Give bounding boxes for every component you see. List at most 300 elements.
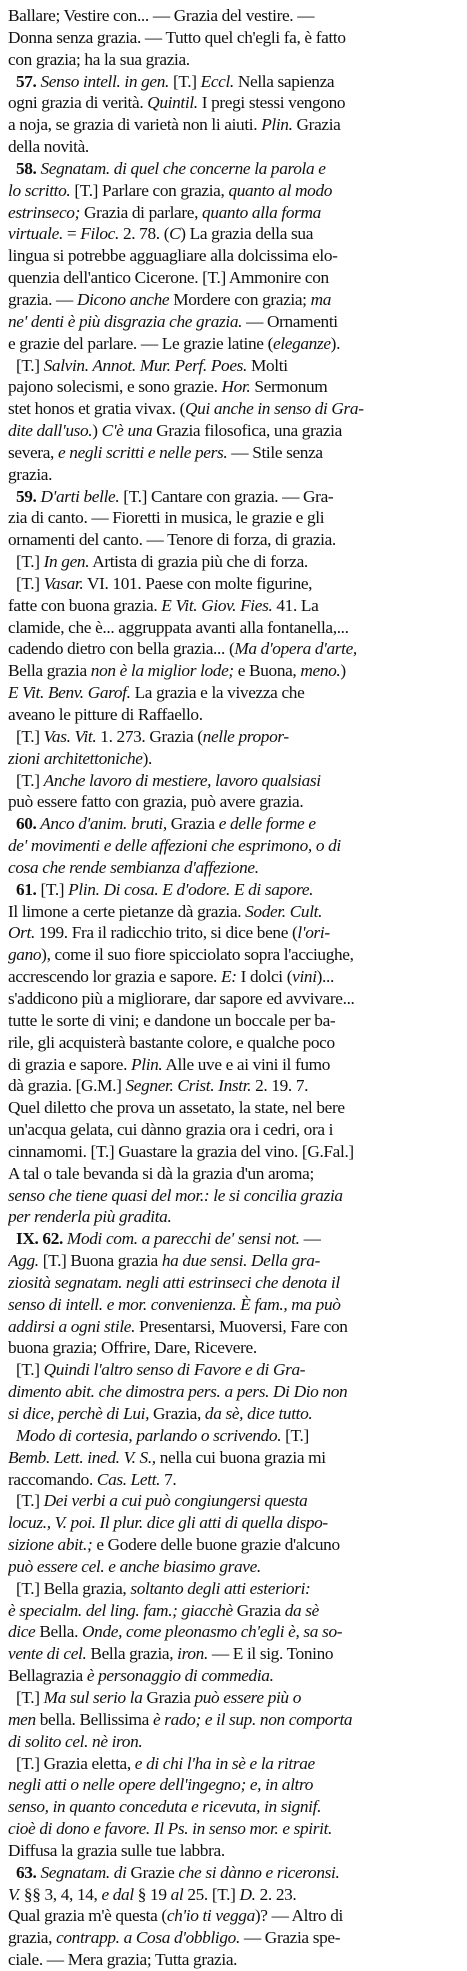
section-number: 57.: [15, 71, 37, 91]
text-run: [T.]: [8, 1360, 44, 1380]
text-run: ma: [310, 289, 332, 309]
text-run: [T.]: [281, 1425, 309, 1445]
text-run: Agg.: [8, 1251, 39, 1271]
text-run: zioni architettoniche: [8, 748, 143, 768]
text-run: [8, 880, 16, 899]
text-run: locuz., V. poi. Il plur. dice gli atti di quella dispo-: [8, 1513, 328, 1533]
text-line: [8, 507, 459, 529]
text-run: Bemb. Lett. ined. V. S.,: [8, 1447, 156, 1467]
text-line: [8, 1687, 459, 1709]
text-line: [8, 1054, 459, 1076]
text-line: [8, 1643, 459, 1665]
text-line: [8, 1294, 459, 1316]
text-run: §§ 3, 4, 14,: [19, 1884, 102, 1904]
text-line: [8, 1665, 459, 1687]
text-run: severa,: [8, 442, 58, 462]
text-run: [8, 487, 16, 506]
text-line: [8, 1250, 459, 1272]
text-run: [8, 72, 16, 91]
text-line: [8, 376, 459, 398]
text-line: [8, 770, 459, 792]
text-line: [8, 1731, 459, 1753]
text-run: Onde, come pleonasmo ch'egli è, sa so-: [82, 1622, 343, 1642]
text-run: Grazia,: [149, 1404, 205, 1423]
text-run: Qui anche in senso di Gra-: [185, 399, 364, 419]
text-run: dice: [8, 1622, 36, 1642]
text-line: [8, 311, 459, 333]
text-run: cadendo dietro con bella grazia... (: [8, 639, 235, 659]
text-run: Segner. Crist. Instr.: [125, 1076, 252, 1096]
text-run: — E il sig. Tonino: [207, 1644, 334, 1664]
text-run: grazia. —: [8, 289, 77, 309]
text-run: Modo di cortesia, parlando o scrivendo.: [8, 1425, 282, 1445]
text-run: grazia.: [8, 464, 53, 484]
text-line: [8, 1753, 459, 1775]
text-run: soltanto degli atti esteriori:: [130, 1578, 311, 1598]
text-line: [8, 27, 459, 49]
text-run: men: [8, 1709, 36, 1729]
text-run: quanto alla forma: [202, 202, 321, 222]
text-line: [8, 398, 459, 420]
text-run: 1. 273. Grazia (: [96, 726, 203, 746]
text-run: Ma sul serio la: [43, 1687, 143, 1707]
text-run: Soder. Cult.: [245, 901, 323, 921]
text-run: Grazia filosofica, una grazia: [152, 421, 342, 441]
text-run: [T.] Cantare con grazia. — Gra-: [119, 486, 334, 506]
text-run: C: [169, 224, 181, 244]
text-run: de' movimenti e delle affezioni che esprimono, o di: [8, 836, 341, 856]
text-run: l'ori-: [297, 923, 330, 943]
text-line: [8, 1796, 459, 1818]
text-run: [T.]: [8, 552, 44, 572]
text-run: per renderla più gradita.: [8, 1207, 172, 1227]
text-run: tutte le sorte di vini; e dandone un boccale per ba-: [8, 1010, 336, 1030]
text-line: [8, 1840, 459, 1862]
text-run: =: [62, 224, 81, 244]
text-run: quanto al modo: [228, 180, 333, 200]
text-line: [8, 1818, 459, 1840]
text-run: [T.]: [8, 1687, 44, 1707]
text-run: virtuale.: [8, 224, 63, 244]
text-run: ogni grazia di verità.: [8, 93, 148, 113]
text-run: dimento abit. che dimostra pers. a pers. Di Dio non: [8, 1382, 348, 1402]
text-run: In gen.: [43, 552, 90, 572]
text-line: [8, 1272, 459, 1294]
text-run: ciale. — Mera grazia; Tutta grazia.: [8, 1950, 238, 1970]
text-line: [8, 1075, 459, 1097]
text-run: senso di intell. e mor. convenienza. È fam., ma può: [8, 1294, 341, 1314]
text-run: è rado; e il sup. non comporta: [152, 1709, 353, 1729]
text-run: cinnamomi. [T.] Guastare la grazia del vino. [G.Fal.]: [8, 1141, 354, 1161]
text-run: zia di canto. — Fioretti in musica, le grazie e gli: [8, 508, 325, 528]
text-line: [8, 944, 459, 966]
text-run: Plin.: [131, 1054, 163, 1074]
text-run: Ma d'opera d'arte,: [234, 639, 357, 659]
text-run: ha due sensi. Della gra-: [161, 1251, 320, 1271]
text-run: Bella grazia: [8, 661, 91, 681]
text-line: [8, 1578, 459, 1600]
text-line: [8, 901, 459, 923]
section-number: 59.: [15, 486, 37, 506]
text-run: [8, 814, 16, 833]
text-run: pajono solecismi, e sono grazie.: [8, 377, 222, 397]
text-run: [8, 1229, 16, 1248]
text-run: Anche lavoro di mestiere, lavoro qualsiasi: [43, 770, 321, 790]
section-number: 58.: [15, 158, 37, 178]
text-line: [8, 245, 459, 267]
text-run: Grazia: [232, 1600, 285, 1620]
text-line: [8, 1032, 459, 1054]
text-run: [T.]: [8, 1491, 44, 1511]
text-run: addirsi a ogni stile.: [8, 1316, 136, 1336]
text-run: ne' denti è più disgrazia che grazia.: [8, 311, 243, 331]
text-line: [8, 289, 459, 311]
text-run: )...: [316, 967, 334, 987]
text-line: [8, 5, 459, 27]
text-run: grazia,: [8, 1928, 57, 1948]
text-run: stet honos et gratia vivax. (: [8, 399, 186, 419]
text-run: rile, gli acquisterà bastante colore, e qualche poco: [8, 1032, 335, 1052]
text-run: Grazia di parlare,: [79, 202, 203, 222]
text-run: Il limone a certe pietanze dà grazia.: [8, 901, 246, 921]
text-run: e dal: [101, 1884, 134, 1904]
text-run: A tal o tale bevanda si dà la grazia d'un aroma;: [8, 1163, 314, 1183]
text-line: [8, 682, 459, 704]
text-line: [8, 726, 459, 748]
text-run: Alle uve e ai vini il fumo: [162, 1054, 331, 1074]
text-run: Senso intell. in gen.: [36, 71, 169, 91]
text-run: [T.]: [8, 573, 44, 593]
text-line: [8, 49, 459, 71]
text-run: [T.]: [36, 879, 69, 899]
text-run: un'acqua gelata, cui dànno grazia ora i cedri, ora i: [8, 1120, 334, 1140]
text-line: [8, 1862, 459, 1884]
text-line: [8, 1512, 459, 1534]
text-run: E Vit. Benv. Garof.: [8, 683, 131, 703]
text-run: s'addicono più a migliorare, dar sapore ed avvivare...: [8, 988, 355, 1008]
text-run: iron.: [177, 1644, 208, 1664]
text-line: [8, 617, 459, 639]
text-run: da sè: [284, 1600, 319, 1620]
text-line: [8, 748, 459, 770]
text-run: ).: [142, 748, 152, 768]
text-run: ornamenti del canto. — Tenore di forza, di grazia.: [8, 530, 336, 550]
text-line: [8, 333, 459, 355]
text-line: [8, 223, 459, 245]
text-line: [8, 1206, 459, 1228]
text-run: Plin. Di cosa. E d'odore. E di sapore.: [68, 879, 314, 899]
text-run: Grazia: [292, 115, 341, 135]
text-run: può essere più o: [194, 1687, 301, 1707]
text-run: Salvin. Annot. Mur. Perf. Poes.: [43, 355, 248, 375]
text-line: [8, 180, 459, 202]
text-run: e Godere delle buone grazie d'alcuno: [92, 1535, 340, 1555]
section-number: 63.: [15, 1862, 37, 1882]
text-line: [8, 1228, 459, 1250]
text-run: [T.] Bella grazia,: [8, 1578, 131, 1598]
text-run: bella. Bellissima: [35, 1709, 153, 1729]
text-run: D.: [239, 1884, 256, 1904]
text-run: Grazie: [126, 1862, 179, 1882]
text-run: Vas. Vit.: [43, 726, 97, 746]
text-run: aveano le pitture di Raffaello.: [8, 705, 203, 724]
text-run: —: [299, 1229, 321, 1249]
text-line: [8, 202, 459, 224]
text-run: Ort.: [8, 923, 35, 943]
text-run: Quel diletto che prova un assetato, la state, nel bere: [8, 1098, 345, 1118]
text-line: [8, 1490, 459, 1512]
text-run: dite dall'uso.: [8, 421, 93, 441]
text-run: Artista di grazia più che di forza.: [89, 552, 308, 572]
text-line: [8, 1163, 459, 1185]
text-run: al: [170, 1884, 184, 1904]
text-line: [8, 158, 459, 180]
text-run: vente di cel.: [8, 1644, 87, 1664]
text-line: [8, 704, 459, 726]
text-run: I pregi stessi vengono: [197, 93, 346, 113]
text-line: [8, 1621, 459, 1643]
text-line: [8, 660, 459, 682]
text-run: meno.: [300, 661, 341, 681]
text-run: 41. La: [272, 595, 319, 615]
text-run: Dicono anche: [76, 289, 170, 309]
text-line: [8, 1381, 459, 1403]
text-run: ).: [330, 333, 341, 353]
text-run: VI. 101. Paese con molte figurine,: [83, 573, 313, 593]
text-run: C'è una: [101, 421, 153, 441]
text-run: ): [92, 421, 102, 441]
text-run: a noja, se grazia di varietà non li aiuti.: [8, 115, 262, 135]
text-run: lingua si potrebbe agguagliare alla dolcissima elo-: [8, 246, 338, 266]
text-run: cosa che rende sembianza d'affezione.: [8, 857, 259, 877]
text-run: Donna senza grazia. — Tutto quel ch'egli fa, è fatto: [8, 27, 346, 47]
text-run: Bellagrazia: [8, 1666, 87, 1686]
text-run: quenzia dell'antico Cicerone. [T.] Ammonire con: [8, 268, 329, 288]
text-run: [8, 1863, 16, 1882]
text-run: — Stile senza: [227, 442, 323, 462]
text-line: [8, 1534, 459, 1556]
text-line: [8, 486, 459, 508]
text-run: ) La grazia della sua: [180, 224, 314, 244]
text-line: [8, 551, 459, 573]
text-run: [T.]: [168, 71, 201, 91]
text-run: nelle propor-: [202, 726, 289, 746]
text-run: e grazie del parlare. — Le grazie latine (: [8, 333, 273, 353]
text-run: e di chi l'ha in sè e la ritrae: [134, 1753, 315, 1773]
text-run: 7.: [160, 1469, 177, 1489]
text-run: D'arti belle.: [36, 486, 120, 506]
text-run: La grazia e la vivezza che: [130, 683, 305, 703]
text-line: [8, 420, 459, 442]
text-run: raccomando.: [8, 1469, 97, 1489]
text-run: contrapp. a Cosa d'obbligo.: [56, 1928, 240, 1948]
text-line: [8, 1119, 459, 1141]
text-run: e Buona,: [233, 661, 301, 681]
text-run: è specialm. del ling. fam.; giacchè: [8, 1600, 233, 1620]
text-run: Plin.: [261, 115, 293, 135]
text-run: e delle forme e: [218, 814, 316, 834]
text-line: [8, 1600, 459, 1622]
text-run: si dice, perchè di Lui,: [8, 1404, 150, 1423]
text-run: ): [340, 661, 346, 681]
text-run: Mordere con grazia;: [169, 289, 311, 309]
text-run: che si dànno e riceronsi.: [178, 1862, 340, 1882]
text-line: [8, 114, 459, 136]
text-line: [8, 71, 459, 93]
text-run: Cas. Lett.: [96, 1469, 161, 1489]
text-line: [8, 442, 459, 464]
text-run: Quintil.: [147, 93, 198, 113]
text-run: dà grazia. [G.M.]: [8, 1076, 126, 1096]
text-run: ch'io ti vegga: [166, 1906, 255, 1926]
text-line: [8, 966, 459, 988]
text-run: Filoc.: [80, 224, 119, 244]
text-run: Vasar.: [43, 573, 84, 593]
text-run: nella cui buona grazia mi: [155, 1447, 326, 1467]
text-line: [8, 573, 459, 595]
text-run: negli atti o nelle opere dell'ingegno; e, in altro: [8, 1775, 314, 1795]
text-run: senso, in quanto conceduta e ricevuta, in signif.: [8, 1797, 322, 1817]
text-run: Bella grazia,: [86, 1644, 178, 1664]
text-run: vini: [292, 967, 317, 987]
text-run: gano: [8, 945, 42, 965]
text-run: Nella sapienza: [233, 71, 335, 91]
text-run: eleganze: [273, 333, 331, 353]
text-line: [8, 1141, 459, 1163]
text-run: [T.] Buona grazia: [38, 1251, 162, 1271]
text-run: Ballare; Vestire con... — Grazia del vestire. —: [8, 6, 315, 25]
text-run: Sermonum: [250, 377, 328, 397]
text-line: [8, 988, 459, 1010]
text-run: Quindi l'altro senso di Favore e di Gra-: [43, 1360, 306, 1380]
text-line: [8, 355, 459, 377]
text-run: Grazia: [142, 1687, 195, 1707]
text-run: E:: [220, 967, 237, 987]
text-run: ), come il suo fiore spicciolato sopra l'acciughe,: [41, 945, 354, 965]
text-line: [8, 1709, 459, 1731]
text-run: )? — Altro di: [254, 1906, 343, 1926]
text-run: [T.] Grazia eletta,: [8, 1753, 135, 1773]
text-run: 2. 23.: [255, 1884, 297, 1904]
section-number: 61.: [15, 879, 37, 899]
text-line: [8, 1774, 459, 1796]
text-line: [8, 595, 459, 617]
text-run: Qual grazia m'è questa (: [8, 1906, 167, 1926]
text-line: [8, 1010, 459, 1032]
text-run: clamide, che è... aggruppata avanti alla fontanella,...: [8, 617, 349, 637]
text-run: non è la miglior lode;: [90, 661, 234, 681]
text-run: V.: [8, 1884, 20, 1904]
text-run: senso che tiene quasi del mor.: le si concilia grazia: [8, 1185, 343, 1205]
text-run: da sè, dice tutto.: [204, 1404, 313, 1423]
text-run: può essere fatto con grazia, può avere grazia.: [8, 792, 304, 812]
text-line: [8, 922, 459, 944]
text-line: [8, 529, 459, 551]
text-run: ziosità segnatam. negli atti estrinseci che denota il: [8, 1272, 340, 1292]
text-line: [8, 136, 459, 158]
text-line: [8, 791, 459, 813]
text-run: lo scritto.: [8, 180, 71, 200]
text-run: — Grazia spe-: [239, 1928, 341, 1948]
text-run: [T.]: [8, 770, 44, 790]
text-line: [8, 1949, 459, 1971]
section-number: 60.: [15, 814, 37, 834]
text-line: [8, 1403, 459, 1425]
text-line: [8, 857, 459, 879]
text-run: [T.]: [8, 726, 44, 746]
text-run: è personaggio di commedia.: [86, 1666, 274, 1686]
text-line: [8, 1316, 459, 1338]
text-run: 25. [T.]: [183, 1884, 240, 1904]
text-run: cioè di dono e favore. Il Ps. in senso mor. e spirit.: [8, 1819, 332, 1839]
text-run: di solito cel. nè iron.: [8, 1731, 143, 1751]
text-run: Diffusa la grazia sulle tue labbra.: [8, 1840, 225, 1860]
text-line: [8, 1556, 459, 1578]
text-line: [8, 1884, 459, 1906]
text-run: [T.]: [8, 355, 44, 375]
text-line: [8, 813, 459, 835]
text-run: I dolci (: [236, 967, 293, 987]
text-line: [8, 1337, 459, 1359]
text-run: con grazia; ha la sua grazia.: [8, 49, 190, 69]
text-run: Grazia: [166, 814, 219, 834]
text-line: [8, 1927, 459, 1949]
text-run: della novità.: [8, 137, 89, 157]
text-run: 2. 78. (: [118, 224, 170, 244]
text-line: [8, 1469, 459, 1491]
text-run: Presentarsi, Muoversi, Fare con: [135, 1316, 348, 1336]
text-run: accrescendo lor grazia e sapore.: [8, 967, 221, 987]
text-line: [8, 1447, 459, 1469]
text-run: 2. 19. 7.: [251, 1076, 309, 1096]
text-run: Segnatam. di quel che concerne la parola e: [36, 158, 326, 178]
text-run: estrinseco;: [8, 202, 80, 222]
text-run: Hor.: [221, 377, 251, 397]
text-run: Eccl.: [200, 71, 234, 91]
section-number: IX. 62.: [15, 1229, 63, 1249]
text-run: [T.] Parlare con grazia,: [70, 180, 229, 200]
text-line: [8, 835, 459, 857]
text-run: Modi com. a parecchi de' sensi not.: [62, 1229, 300, 1249]
text-run: di grazia e sapore.: [8, 1054, 132, 1074]
text-run: Segnatam. di: [36, 1862, 127, 1882]
text-line: [8, 464, 459, 486]
text-run: 199. Fra il radicchio trito, si dice bene (: [34, 923, 298, 943]
text-line: [8, 879, 459, 901]
text-run: — Ornamenti: [242, 311, 338, 331]
text-line: [8, 1905, 459, 1927]
text-run: Anco d'anim. bruti,: [36, 814, 167, 834]
text-run: E Vit. Giov. Fies.: [161, 595, 273, 615]
text-run: § 19: [133, 1884, 171, 1904]
text-line: [8, 1359, 459, 1381]
text-line: [8, 1425, 459, 1447]
text-run: Molti: [247, 355, 288, 375]
text-line: [8, 638, 459, 660]
text-line: [8, 1185, 459, 1207]
text-run: e negli scritti e nelle pers.: [57, 442, 228, 462]
text-line: [8, 267, 459, 289]
text-run: può essere cel. e anche biasimo grave.: [8, 1556, 261, 1576]
text-run: buona grazia; Offrire, Dare, Ricevere.: [8, 1338, 257, 1358]
text-run: Bella.: [35, 1622, 83, 1642]
text-run: fatte con buona grazia.: [8, 595, 162, 615]
text-run: [8, 159, 16, 178]
text-line: [8, 92, 459, 114]
text-line: [8, 1097, 459, 1119]
text-run: Dei verbi a cui può congiungersi questa: [43, 1491, 308, 1511]
text-run: sizione abit.;: [8, 1535, 93, 1555]
